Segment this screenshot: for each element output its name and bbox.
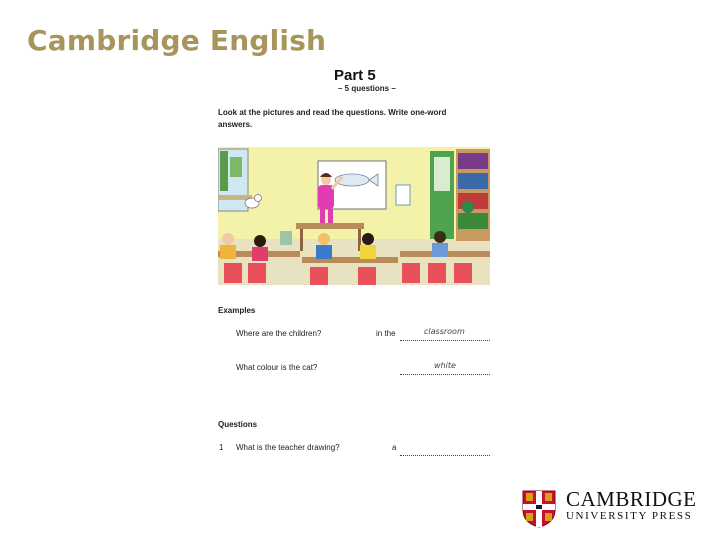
examples-heading: Examples bbox=[218, 306, 256, 315]
publisher-line1: CAMBRIDGE bbox=[566, 487, 697, 511]
publisher-wordmark bbox=[566, 488, 697, 523]
instructions: Look at the pictures and read the questions. Write one-word answers. bbox=[218, 108, 447, 129]
part-title: Part 5 bbox=[334, 67, 376, 84]
answer-prefix: in the bbox=[376, 329, 396, 338]
green-door-icon bbox=[430, 151, 454, 239]
question-number: 1 bbox=[219, 443, 224, 452]
answer-field[interactable] bbox=[400, 361, 490, 375]
question-text: What is the teacher drawing? bbox=[236, 443, 340, 452]
classroom-illustration bbox=[218, 147, 490, 285]
answer-field[interactable] bbox=[400, 327, 490, 341]
publisher-line2: UNIVERSITY PRESS bbox=[566, 510, 693, 522]
questions-heading: Questions bbox=[218, 420, 258, 429]
example-question: Where are the children? bbox=[236, 329, 322, 338]
answer-text: white bbox=[434, 361, 456, 370]
bookshelf-icon bbox=[456, 149, 490, 241]
answer-text: classroom bbox=[424, 327, 465, 336]
answer-prefix: a bbox=[392, 443, 397, 452]
part-subtitle: – 5 questions – bbox=[338, 84, 396, 93]
brand-title: Cambridge English bbox=[27, 24, 327, 57]
example-question: What colour is the cat? bbox=[236, 363, 318, 372]
answer-field[interactable] bbox=[400, 445, 490, 456]
cambridge-shield-icon bbox=[522, 490, 556, 528]
